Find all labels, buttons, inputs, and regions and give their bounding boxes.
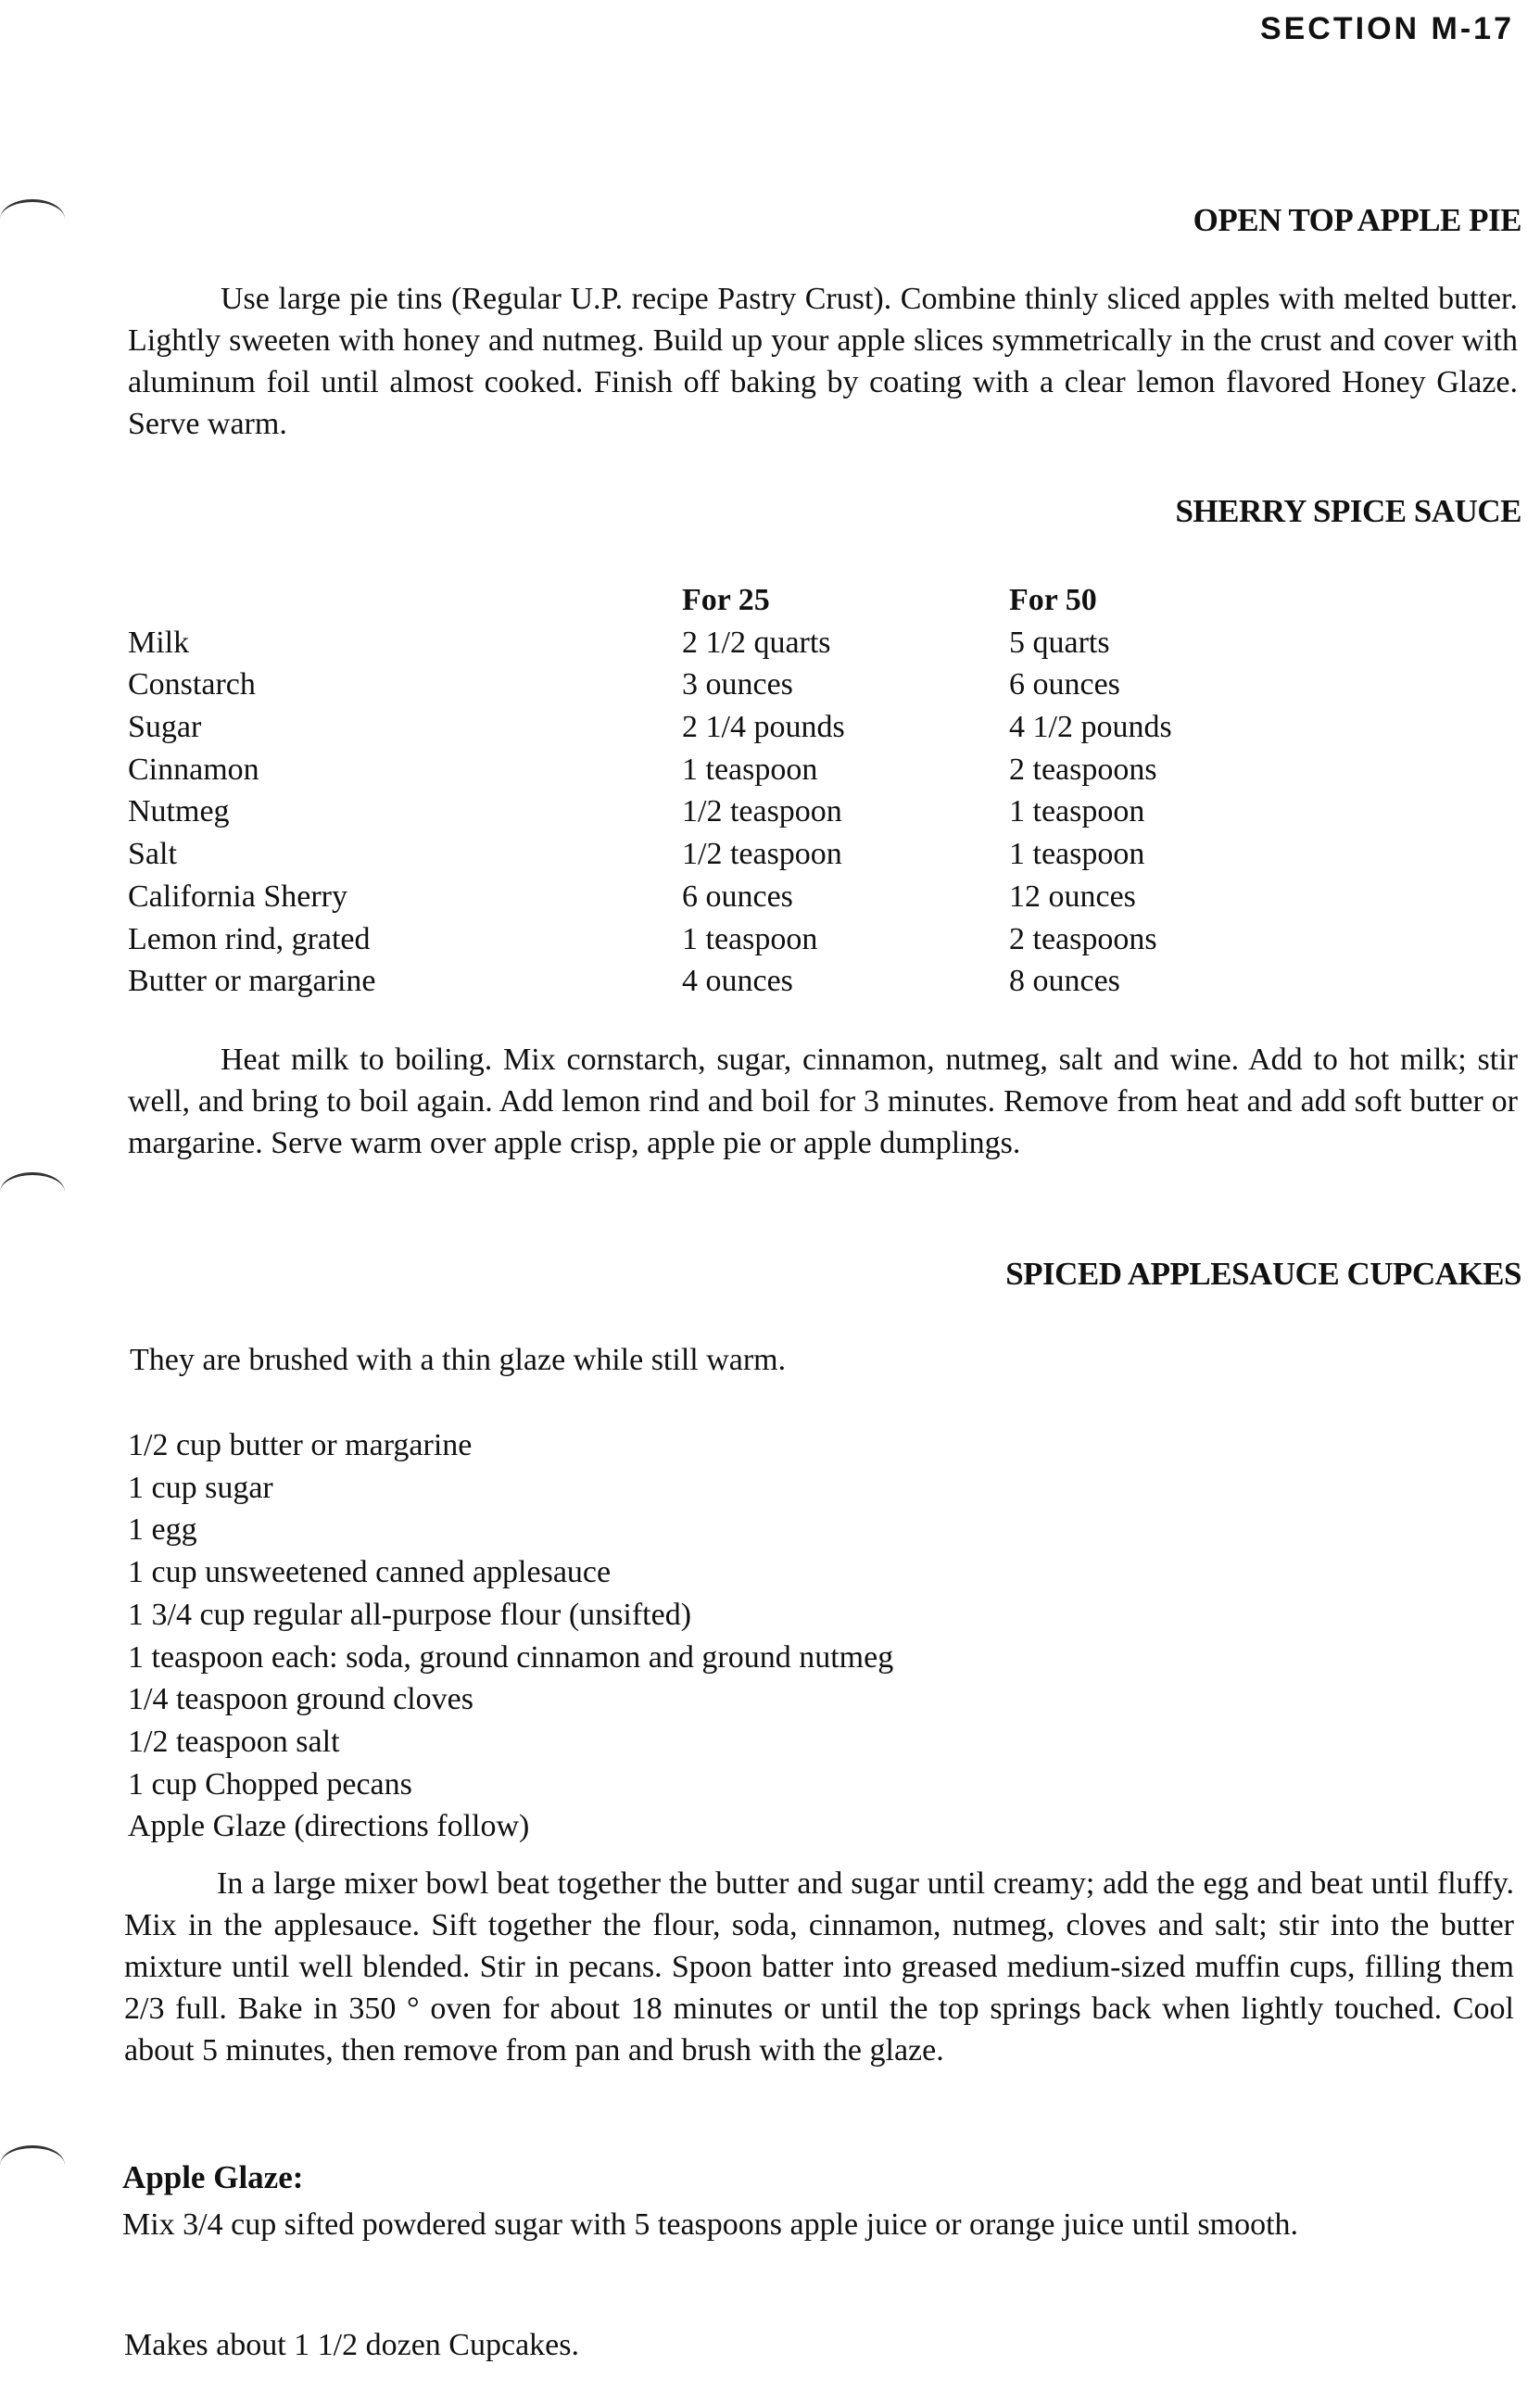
binder-hole-mark [0,199,65,239]
column-header-for-25: For 25 [682,583,770,617]
quantity-for-25: 1/2 teaspoon [682,794,842,829]
ingredient-name: Cinnamon [128,752,259,787]
quantity-for-25: 2 1/4 pounds [682,710,845,745]
list-item: 1 teaspoon each: soda, ground cinnamon and ground nutmeg [128,1639,894,1675]
ingredient-name: Butter or margarine [128,964,376,999]
cupcake-ingredient-list [128,1424,893,1848]
list-item: 1/2 cup butter or margarine [128,1428,473,1462]
quantity-for-25: 1 teaspoon [682,752,818,787]
cupcakes-instructions: In a large mixer bowl beat together the butter and sugar until creamy; add the egg and beat until fluffy. Mix in the applesauce. Sift together the flour, soda, cinnamon, nutmeg, cloves and salt; stir into the butter mixture until well blended. Stir in pecans. Spoon batter into greased medium-sized muffin cups, filling them 2/3 full. Bake in 350 ° oven for about 18 minutes or until the top springs back when lightly touched. Cool about 5 minutes, then remove from pan and brush with the glaze. [124,1866,1514,2068]
section-code: SECTION M-17 [1259,11,1514,46]
quantity-for-50: 8 ounces [1009,964,1120,999]
list-item: 1 cup Chopped pecans [128,1766,412,1802]
ingredient-name: California Sherry [128,879,347,914]
table-header-row [128,579,1287,622]
pie-title: OPEN TOP APPLE PIE [1193,202,1521,238]
quantity-for-50: 1 teaspoon [1009,794,1145,829]
ingredient-name: Milk [128,625,190,660]
list-item: 1/2 teaspoon salt [128,1724,340,1759]
quantity-for-25: 3 ounces [682,667,793,702]
glaze-title: Apple Glaze: [122,2159,304,2195]
list-item: Apple Glaze (directions follow) [128,1809,530,1844]
list-item: 1/4 teaspoon ground cloves [128,1682,473,1717]
table-row [128,918,1287,961]
quantity-for-50: 5 quarts [1009,625,1110,660]
ingredient-name: Nutmeg [128,794,230,829]
ingredient-name: Sugar [128,710,202,745]
list-item: 1 3/4 cup regular all-purpose flour (unsifted) [128,1597,692,1632]
cupcakes-title: SPICED APPLESAUCE CUPCAKES [1005,1256,1521,1292]
table-row [128,622,1287,664]
ingredient-name: Constarch [128,667,256,702]
list-item: 1 cup sugar [128,1470,273,1505]
quantity-for-50: 2 teaspoons [1009,921,1157,956]
quantity-for-25: 1/2 teaspoon [682,837,842,872]
cupcakes-intro: They are brushed with a thin glaze while still warm. [130,1343,787,1377]
quantity-for-50: 1 teaspoon [1009,837,1145,872]
binder-hole-mark [0,1172,65,1212]
ingredient-name: Salt [128,837,177,872]
column-header-for-50: For 50 [1009,583,1097,617]
list-item: 1 cup unsweetened canned applesauce [128,1555,612,1590]
table-row [128,960,1287,1003]
table-row [128,749,1287,791]
sauce-title: SHERRY SPICE SAUCE [1175,493,1521,529]
glaze-instructions: Mix 3/4 cup sifted powdered sugar with 5 teaspoons apple juice or orange juice until smooth. [122,2207,1299,2242]
sauce-instructions: Heat milk to boiling. Mix cornstarch, sugar, cinnamon, nutmeg, salt and wine. Add to hot milk; stir well, and bring to boil again. Add lemon rind and boil for 3 minutes. Remove from heat and add soft butter or margarine. Serve warm over apple crisp, apple pie or apple dumplings. [128,1043,1518,1160]
quantity-for-25: 2 1/2 quarts [682,625,831,660]
sauce-ingredient-table [128,579,1287,1003]
quantity-for-50: 6 ounces [1009,667,1120,702]
quantity-for-50: 12 ounces [1009,879,1136,914]
table-row [128,876,1287,918]
quantity-for-25: 1 teaspoon [682,921,818,956]
quantity-for-50: 4 1/2 pounds [1009,710,1172,745]
table-row [128,664,1287,706]
table-row [128,790,1287,833]
table-row [128,833,1287,876]
pie-instructions: Use large pie tins (Regular U.P. recipe Pastry Crust). Combine thinly sliced apples with melted butter. Lightly sweeten with honey and nutmeg. Build up your apple slices symmetrically in the crust and cover with aluminum foil until almost cooked. Finish off baking by coating with a clear lemon flavored Honey Glaze. Serve warm. [128,282,1518,441]
cupcakes-yield: Makes about 1 1/2 dozen Cupcakes. [124,2328,579,2362]
quantity-for-25: 6 ounces [682,879,793,914]
table-row [128,706,1287,749]
quantity-for-50: 2 teaspoons [1009,752,1157,787]
ingredient-name: Lemon rind, grated [128,921,371,956]
quantity-for-25: 4 ounces [682,964,793,999]
list-item: 1 egg [128,1512,197,1548]
binder-hole-mark [0,2145,65,2185]
